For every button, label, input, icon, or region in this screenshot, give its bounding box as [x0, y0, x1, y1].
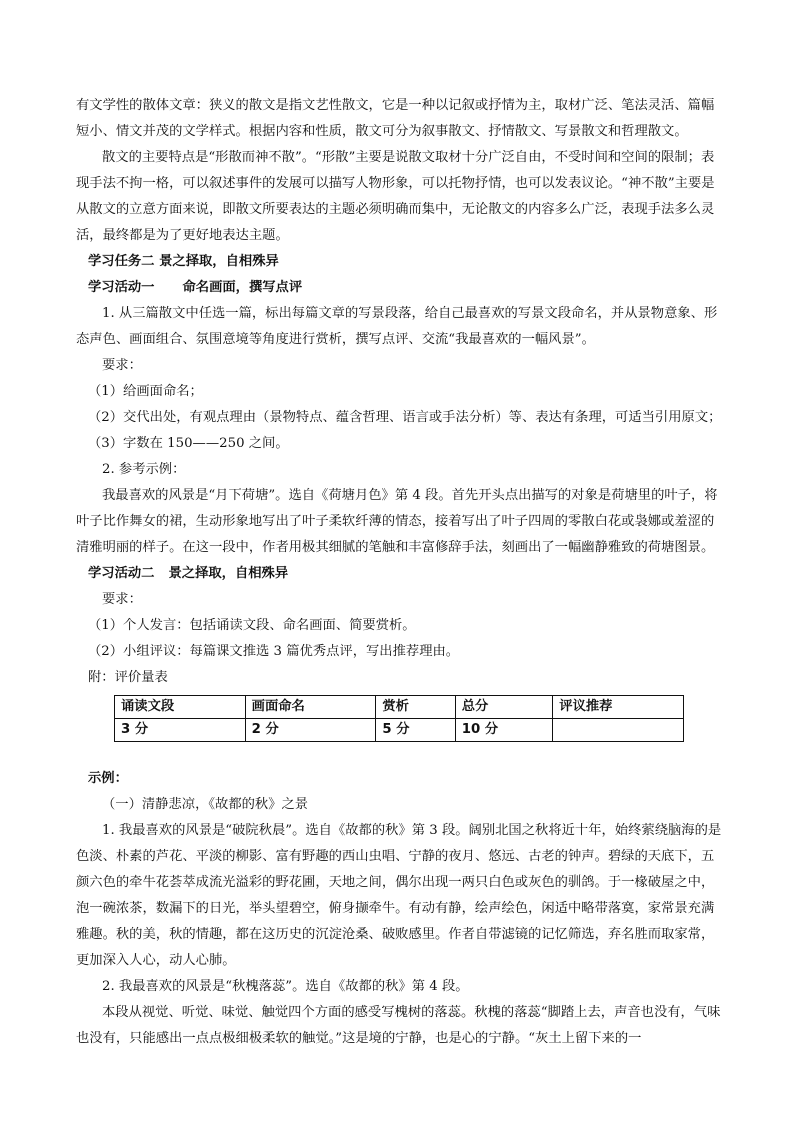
activity1-label: 学习活动一 — [88, 280, 155, 295]
activity2-requirements-label: 要求： — [102, 592, 142, 607]
evaluation-table — [114, 695, 684, 742]
activity2-appendix: 附：评价量表 — [88, 670, 168, 685]
paragraph-prose-definition: 有文学性的散体文章：狭义的散文是指文艺性散文，它是一种以记叙或抒情为主，取材广泛、笔法灵活、篇幅短小、情文并茂的文学样式。根据内容和性质，散文可分为叙事散文、抒情散文、写景散文和哲理散文。 — [76, 98, 715, 139]
activity2-requirement-1: （1）个人发言：包括诵读文段、命名画面、简要赏析。 — [88, 618, 416, 633]
activity1-title: 命名画面，撰写点评 — [182, 280, 303, 295]
activity1-requirement-3: （3）字数在 150——250 之间。 — [88, 436, 289, 451]
activity2-title: 景之择取，自相殊异 — [168, 566, 289, 581]
document-page — [76, 93, 726, 1052]
example-1: 1. 我最喜欢的风景是“破院秋晨”。选自《故都的秋》第 3 段。阔别北国之秋将近十年，始终萦绕脑海的是色淡、朴素的芦花、平淡的柳影、富有野趣的西山虫唱、宁静的夜月、悠远、古老的钟声。碧绿的天底下，五颜六色的牵牛花荟萃成流光溢彩的野花圃，天地之间，偶尔出现一两只白色或灰色的驯鸽。于一椽破屋之中，泡一碗浓茶，数漏下的日光，举头望碧空，俯身撷牵牛。有动有静，绘声绘色，闲适中略带落寞，家常景充满雅趣。秋的美，秋的情趣，都在这历史的沉淀沧桑、破败感里。作者自带滤镜的记忆筛选，弃名胜而取家常，更加深入人心，动人心肺。 — [76, 823, 722, 968]
activity1-requirement-1: （1）给画面命名； — [88, 384, 203, 399]
spacer — [76, 750, 726, 766]
activity2-heading — [76, 561, 726, 587]
activity1-heading — [76, 275, 726, 301]
table-cell: 赏析 — [376, 696, 455, 719]
table-row — [115, 719, 684, 742]
table-cell: 3 分 — [115, 719, 246, 742]
table-cell — [553, 719, 684, 742]
table-cell: 5 分 — [376, 719, 455, 742]
activity1-example: 我最喜欢的风景是“月下荷塘”。选自《荷塘月色》第 4 段。首先开头点出描写的对象是荷塘里的叶子，将叶子比作舞女的裙，生动形象地写出了叶子柔软纤薄的情态，接着写出了叶子四周的零散白花或袅娜或羞涩的清雅明丽的样子。在这一段中，作者用极其细腻的笔触和丰富修辞手法，刻画出了一幅幽静雅致的荷塘图景。 — [76, 488, 718, 555]
table-cell: 画面命名 — [245, 696, 376, 719]
table-cell: 诵读文段 — [115, 696, 246, 719]
table-cell: 评议推荐 — [553, 696, 684, 719]
activity1-item2: 2. 参考示例： — [102, 462, 186, 477]
table-cell: 10 分 — [455, 719, 553, 742]
examples-section1: （一）清静悲凉，《故都的秋》之景 — [102, 797, 309, 812]
activity1-requirement-2: （2）交代出处，有观点理由（景物特点、蕴含哲理、语言或手法分析）等、表达有条理，可适当引用原文； — [88, 410, 722, 425]
activity1-requirements-label: 要求： — [102, 358, 142, 373]
activity2-label: 学习活动二 — [88, 566, 155, 581]
activity1-item1: 1. 从三篇散文中任选一篇，标出每篇文章的写景段落，给自己最喜欢的写景文段命名，并从景物意象、形态声色、画面组合、氛围意境等角度进行赏析，撰写点评、交流“我最喜欢的一幅风景”。 — [76, 306, 718, 347]
task2-heading: 学习任务二 景之择取，自相殊异 — [88, 254, 279, 269]
activity2-requirement-2: （2）小组评议：每篇课文推选 3 篇优秀点评，写出推荐理由。 — [88, 644, 460, 659]
paragraph-prose-features: 散文的主要特点是“形散而神不散”。“形散”主要是说散文取材十分广泛自由，不受时间和空间的限制；表现手法不拘一格，可以叙述事件的发展可以描写人物形象，可以托物抒情，也可以发表议论。“神不散”主要是从散文的立意方面来说，即散文所要表达的主题必须明确而集中，无论散文的内容多么广泛，表现手法多么灵活，最终都是为了更好地表达主题。 — [76, 150, 715, 243]
examples-label: 示例： — [88, 771, 128, 786]
table-cell: 总分 — [455, 696, 553, 719]
table-header-row — [115, 696, 684, 719]
table-cell: 2 分 — [245, 719, 376, 742]
example-2-body: 本段从视觉、听觉、味觉、触觉四个方面的感受写槐树的落蕊。秋槐的落蕊“脚踏上去，声音也没有，气味也没有，只能感出一点点极细极柔软的触觉。”这是境的宁静，也是心的宁静。“灰土上留下来的一 — [76, 1005, 721, 1046]
example-2: 2. 我最喜欢的风景是“秋槐落蕊”。选自《故都的秋》第 4 段。 — [102, 979, 469, 994]
